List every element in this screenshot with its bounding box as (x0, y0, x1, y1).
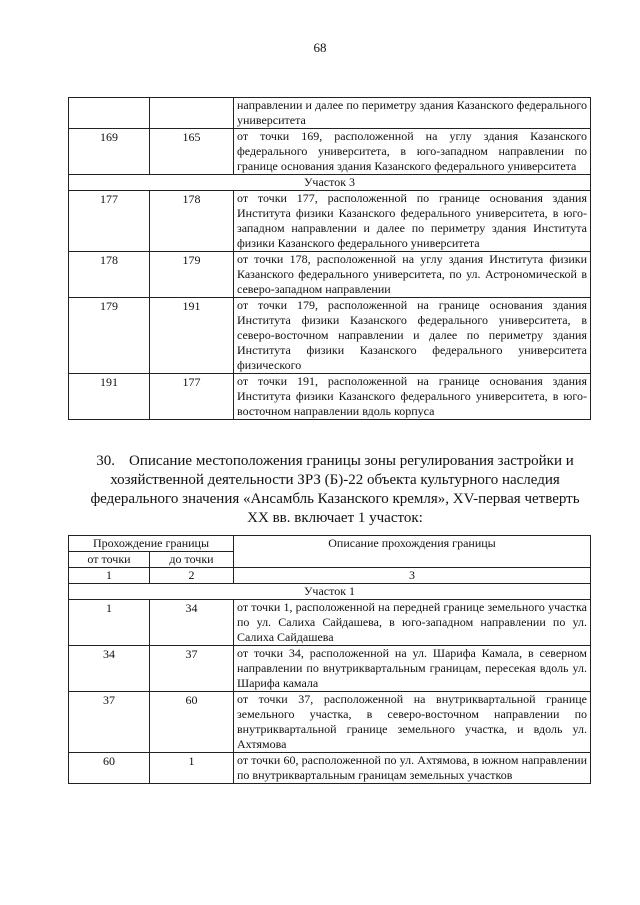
from-point-cell: 34 (69, 646, 150, 692)
to-point-cell: 178 (150, 191, 234, 252)
from-point-cell: 177 (69, 191, 150, 252)
column-number: 3 (234, 568, 591, 584)
description-cell: от точки 191, расположенной на границе основания здания Института физики Казанского федерального университета, в юго-восточном направлении вдоль корпуса (234, 374, 591, 420)
table-row (69, 646, 591, 692)
section-number: 30. (96, 453, 115, 469)
from-point-cell: 179 (69, 298, 150, 374)
to-point-cell: 34 (150, 600, 234, 646)
to-point-header: до точки (150, 552, 234, 568)
from-point-cell: 1 (69, 600, 150, 646)
description-cell: от точки 37, расположенной на внутриквартальной границе земельного участка, в северо-восточном направлении по внутриквартальной границе земельного участка, и вдоль ул. Ахтямова (234, 692, 591, 753)
description-cell: от точки 178, расположенной на углу здания Института физики Казанского федерального университета, по ул. Астрономической в северо-западном направлении (234, 252, 591, 298)
passage-header: Прохождение границы (69, 536, 234, 552)
column-number-row (69, 568, 591, 584)
description-cell: от точки 1, расположенной на передней границе земельного участка по ул. Салиха Сайдашева, в юго-западном направлении по ул. Салиха Сайдашева (234, 600, 591, 646)
section-label: Участок 3 (69, 175, 591, 191)
table-row (69, 692, 591, 753)
from-point-cell: 169 (69, 129, 150, 175)
table-row (69, 191, 591, 252)
from-point-header: от точки (69, 552, 150, 568)
to-point-cell: 37 (150, 646, 234, 692)
column-number: 1 (69, 568, 150, 584)
from-point-cell (69, 98, 150, 129)
section-heading-text: Описание местоположения границы зоны регулирования застройки и хозяйственной деятельности ЗРЗ (Б)-22 объекта культурного наследия федерального значения «Ансамбль Казанского кремля», XV-первая четверть XX вв. включает 1 участок: (90, 453, 580, 526)
to-point-cell (150, 98, 234, 129)
table-row (69, 600, 591, 646)
section-heading (80, 452, 590, 528)
to-point-cell: 1 (150, 753, 234, 784)
table-row (69, 252, 591, 298)
table-row (69, 298, 591, 374)
from-point-cell: 178 (69, 252, 150, 298)
description-cell: от точки 179, расположенной на границе основания здания Института физики Казанского федерального университета, в северо-восточном направлении и далее по периметру здания Института физики Казанского федерального университета физического (234, 298, 591, 374)
description-cell: от точки 177, расположенной по границе основания здания Института физики Казанского федерального университета, в юго-западном направлении и далее по периметру здания Института физики Казанского федерального университета (234, 191, 591, 252)
description-cell: от точки 34, расположенной на ул. Шарифа Камала, в северном направлении по внутриквартальным границам, пересекая вдоль ул. Шарифа камала (234, 646, 591, 692)
description-header: Описание прохождения границы (234, 536, 591, 568)
table-row (69, 129, 591, 175)
to-point-cell: 165 (150, 129, 234, 175)
description-cell: от точки 169, расположенной на углу здания Казанского федерального университета, в юго-западном направлении по границе основания здания Казанского федерального университета (234, 129, 591, 175)
column-number: 2 (150, 568, 234, 584)
header-row (69, 536, 591, 552)
page-number: 68 (313, 40, 327, 55)
to-point-cell: 60 (150, 692, 234, 753)
description-cell: направлении и далее по периметру здания Казанского федерального университета (234, 98, 591, 129)
from-point-cell: 37 (69, 692, 150, 753)
to-point-cell: 179 (150, 252, 234, 298)
from-point-cell: 60 (69, 753, 150, 784)
from-point-cell: 191 (69, 374, 150, 420)
section-row (69, 584, 591, 600)
to-point-cell: 191 (150, 298, 234, 374)
boundary-table-continued (68, 97, 591, 420)
description-cell: от точки 60, расположенной по ул. Ахтямова, в южном направлении по внутриквартальным границам земельных участков (234, 753, 591, 784)
boundary-table (68, 535, 591, 784)
table-row (69, 374, 591, 420)
table-row (69, 98, 591, 129)
table-row (69, 753, 591, 784)
to-point-cell: 177 (150, 374, 234, 420)
section-row (69, 175, 591, 191)
section-label: Участок 1 (69, 584, 591, 600)
